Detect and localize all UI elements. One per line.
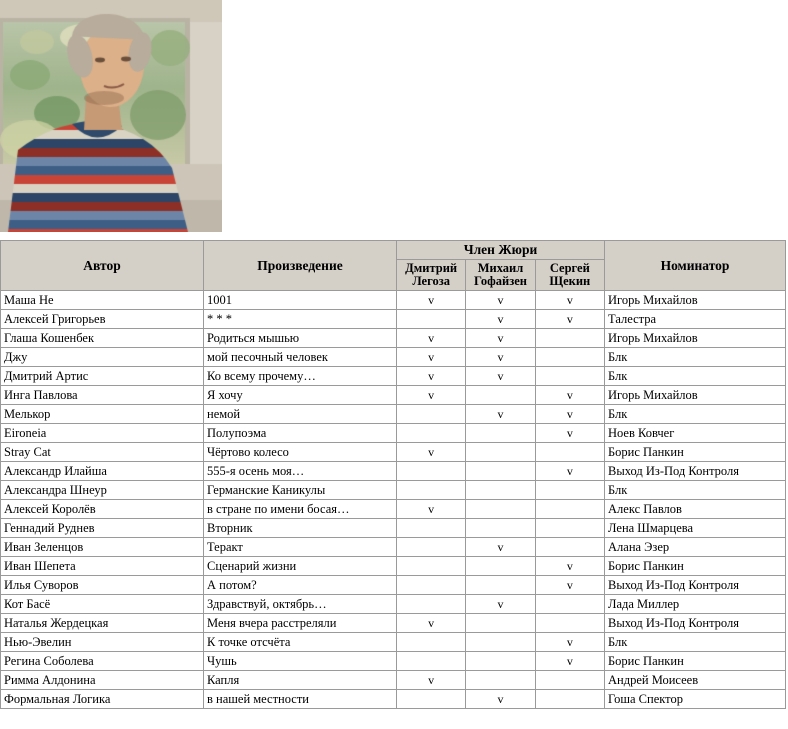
cell-vote-2 xyxy=(466,462,535,481)
cell-work: 555-я осень моя… xyxy=(204,462,397,481)
vote-mark: v xyxy=(428,501,435,516)
table-header xyxy=(1,241,786,291)
cell-author: Eironeia xyxy=(1,424,204,443)
cell-author: Мелькор xyxy=(1,405,204,424)
cell-author: Глаша Кошенбек xyxy=(1,329,204,348)
cell-author: Илья Суворов xyxy=(1,576,204,595)
vote-mark: v xyxy=(497,596,504,611)
cell-nominator: Борис Панкин xyxy=(605,443,786,462)
cell-nominator: Алекс Павлов xyxy=(605,500,786,519)
vote-mark: v xyxy=(566,463,573,478)
cell-nominator: Лена Шмарцева xyxy=(605,519,786,538)
column-header-work: Произведение xyxy=(204,241,397,291)
cell-vote-2 xyxy=(466,557,535,576)
cell-vote-3 xyxy=(535,557,604,576)
cell-vote-3 xyxy=(535,310,604,329)
cell-vote-1 xyxy=(397,500,466,519)
cell-vote-1 xyxy=(397,576,466,595)
cell-vote-2 xyxy=(466,519,535,538)
cell-vote-1 xyxy=(397,348,466,367)
table-row xyxy=(1,405,786,424)
vote-mark: v xyxy=(497,349,504,364)
table-row xyxy=(1,614,786,633)
cell-vote-1 xyxy=(397,633,466,652)
cell-vote-3 xyxy=(535,329,604,348)
vote-mark: v xyxy=(428,368,435,383)
table-row xyxy=(1,386,786,405)
cell-vote-2 xyxy=(466,633,535,652)
cell-vote-2 xyxy=(466,443,535,462)
table-row xyxy=(1,348,786,367)
cell-work: Сценарий жизни xyxy=(204,557,397,576)
vote-mark: v xyxy=(428,387,435,402)
vote-mark: v xyxy=(497,368,504,383)
cell-author: Маша Не xyxy=(1,291,204,310)
cell-nominator: Блк xyxy=(605,633,786,652)
column-header-jury-group: Член Жюри xyxy=(397,241,605,260)
header-row-top xyxy=(1,241,786,260)
cell-vote-2 xyxy=(466,367,535,386)
cell-work: в нашей местности xyxy=(204,690,397,709)
cell-nominator: Блк xyxy=(605,405,786,424)
table-row xyxy=(1,367,786,386)
column-header-nominator: Номинатор xyxy=(605,241,786,291)
cell-work: мой песочный человек xyxy=(204,348,397,367)
cell-vote-1 xyxy=(397,291,466,310)
vote-mark: v xyxy=(497,406,504,421)
cell-vote-3 xyxy=(535,652,604,671)
vote-mark: v xyxy=(497,539,504,554)
cell-vote-3 xyxy=(535,595,604,614)
cell-vote-2 xyxy=(466,652,535,671)
cell-work: * * * xyxy=(204,310,397,329)
cell-author: Stray Cat xyxy=(1,443,204,462)
cell-author: Римма Алдонина xyxy=(1,671,204,690)
cell-work: 1001 xyxy=(204,291,397,310)
cell-vote-1 xyxy=(397,424,466,443)
cell-vote-1 xyxy=(397,481,466,500)
vote-mark: v xyxy=(566,558,573,573)
cell-author: Александра Шнеур xyxy=(1,481,204,500)
cell-vote-1 xyxy=(397,538,466,557)
cell-nominator: Игорь Михайлов xyxy=(605,386,786,405)
table-row xyxy=(1,690,786,709)
cell-vote-1 xyxy=(397,690,466,709)
vote-mark: v xyxy=(428,349,435,364)
cell-vote-3 xyxy=(535,500,604,519)
table-row xyxy=(1,538,786,557)
vote-mark: v xyxy=(497,691,504,706)
cell-work: Ко всему прочему… xyxy=(204,367,397,386)
cell-nominator: Алана Эзер xyxy=(605,538,786,557)
column-header-jury-3: Сергей Щекин xyxy=(535,260,604,291)
cell-vote-2 xyxy=(466,329,535,348)
cell-vote-3 xyxy=(535,633,604,652)
vote-mark: v xyxy=(428,615,435,630)
table-row xyxy=(1,443,786,462)
cell-work: немой xyxy=(204,405,397,424)
column-header-jury-2: Михаил Гофайзен xyxy=(466,260,535,291)
cell-vote-1 xyxy=(397,519,466,538)
cell-nominator: Лада Миллер xyxy=(605,595,786,614)
cell-work: Здравствуй, октябрь… xyxy=(204,595,397,614)
cell-nominator: Борис Панкин xyxy=(605,557,786,576)
cell-author: Алексей Григорьев xyxy=(1,310,204,329)
table-row xyxy=(1,671,786,690)
table-row xyxy=(1,481,786,500)
vote-mark: v xyxy=(428,292,435,307)
cell-author: Иван Зеленцов xyxy=(1,538,204,557)
cell-vote-3 xyxy=(535,481,604,500)
cell-nominator: Выход Из-Под Контроля xyxy=(605,576,786,595)
cell-vote-2 xyxy=(466,424,535,443)
column-header-jury-1: Дмитрий Легоза xyxy=(397,260,466,291)
vote-mark: v xyxy=(497,330,504,345)
table-row xyxy=(1,519,786,538)
vote-mark: v xyxy=(566,653,573,668)
table-row xyxy=(1,462,786,481)
cell-vote-2 xyxy=(466,348,535,367)
cell-author: Геннадий Руднев xyxy=(1,519,204,538)
vote-mark: v xyxy=(566,311,573,326)
vote-mark: v xyxy=(428,330,435,345)
cell-vote-2 xyxy=(466,576,535,595)
cell-author: Дмитрий Артис xyxy=(1,367,204,386)
cell-nominator: Гоша Спектор xyxy=(605,690,786,709)
cell-work: К точке отсчёта xyxy=(204,633,397,652)
table-row xyxy=(1,500,786,519)
vote-mark: v xyxy=(428,672,435,687)
cell-vote-3 xyxy=(535,386,604,405)
cell-work: в стране по имени босая… xyxy=(204,500,397,519)
cell-vote-2 xyxy=(466,690,535,709)
cell-vote-2 xyxy=(466,291,535,310)
cell-vote-2 xyxy=(466,481,535,500)
cell-author: Наталья Жердецкая xyxy=(1,614,204,633)
cell-work: Чушь xyxy=(204,652,397,671)
cell-author: Регина Соболева xyxy=(1,652,204,671)
cell-vote-2 xyxy=(466,405,535,424)
table-row xyxy=(1,329,786,348)
cell-vote-1 xyxy=(397,671,466,690)
cell-vote-2 xyxy=(466,671,535,690)
cell-author: Кот Басё xyxy=(1,595,204,614)
table-row xyxy=(1,576,786,595)
cell-vote-1 xyxy=(397,405,466,424)
table-row xyxy=(1,310,786,329)
cell-vote-1 xyxy=(397,557,466,576)
cell-vote-3 xyxy=(535,576,604,595)
cell-vote-1 xyxy=(397,462,466,481)
cell-vote-2 xyxy=(466,614,535,633)
vote-mark: v xyxy=(566,292,573,307)
cell-vote-2 xyxy=(466,538,535,557)
cell-vote-3 xyxy=(535,519,604,538)
cell-vote-2 xyxy=(466,500,535,519)
vote-mark: v xyxy=(566,406,573,421)
cell-work: Полупоэма xyxy=(204,424,397,443)
cell-work: Меня вчера расстреляли xyxy=(204,614,397,633)
cell-vote-3 xyxy=(535,348,604,367)
cell-author: Инга Павлова xyxy=(1,386,204,405)
cell-author: Иван Шепета xyxy=(1,557,204,576)
cell-author: Джу xyxy=(1,348,204,367)
cell-vote-3 xyxy=(535,424,604,443)
cell-nominator: Андрей Моисеев xyxy=(605,671,786,690)
cell-vote-3 xyxy=(535,690,604,709)
cell-vote-1 xyxy=(397,443,466,462)
results-table xyxy=(0,240,786,709)
cell-vote-3 xyxy=(535,614,604,633)
cell-vote-3 xyxy=(535,671,604,690)
cell-nominator: Игорь Михайлов xyxy=(605,329,786,348)
cell-nominator: Выход Из-Под Контроля xyxy=(605,614,786,633)
cell-vote-1 xyxy=(397,386,466,405)
cell-vote-1 xyxy=(397,595,466,614)
table-body xyxy=(1,291,786,709)
portrait-photo xyxy=(0,0,222,232)
table-row xyxy=(1,633,786,652)
cell-vote-2 xyxy=(466,386,535,405)
cell-work: Вторник xyxy=(204,519,397,538)
cell-nominator: Борис Панкин xyxy=(605,652,786,671)
vote-mark: v xyxy=(428,444,435,459)
cell-vote-3 xyxy=(535,291,604,310)
vote-mark: v xyxy=(497,311,504,326)
cell-vote-3 xyxy=(535,443,604,462)
table-row xyxy=(1,424,786,443)
cell-work: А потом? xyxy=(204,576,397,595)
cell-work: Германские Каникулы xyxy=(204,481,397,500)
cell-nominator: Блк xyxy=(605,367,786,386)
portrait-photo-canvas xyxy=(0,0,222,232)
table-row xyxy=(1,557,786,576)
column-header-author: Автор xyxy=(1,241,204,291)
cell-nominator: Игорь Михайлов xyxy=(605,291,786,310)
cell-work: Я хочу xyxy=(204,386,397,405)
table-row xyxy=(1,595,786,614)
vote-mark: v xyxy=(497,292,504,307)
cell-nominator: Блк xyxy=(605,348,786,367)
vote-mark: v xyxy=(566,577,573,592)
cell-vote-2 xyxy=(466,595,535,614)
cell-vote-3 xyxy=(535,462,604,481)
cell-vote-1 xyxy=(397,329,466,348)
cell-vote-3 xyxy=(535,367,604,386)
cell-vote-2 xyxy=(466,310,535,329)
cell-nominator: Талестра xyxy=(605,310,786,329)
cell-work: Капля xyxy=(204,671,397,690)
vote-mark: v xyxy=(566,634,573,649)
cell-vote-3 xyxy=(535,405,604,424)
table-row xyxy=(1,291,786,310)
cell-author: Формальная Логика xyxy=(1,690,204,709)
cell-vote-1 xyxy=(397,652,466,671)
cell-vote-1 xyxy=(397,310,466,329)
cell-vote-3 xyxy=(535,538,604,557)
cell-vote-1 xyxy=(397,614,466,633)
cell-vote-1 xyxy=(397,367,466,386)
cell-work: Родиться мышью xyxy=(204,329,397,348)
vote-mark: v xyxy=(566,387,573,402)
cell-nominator: Блк xyxy=(605,481,786,500)
cell-work: Теракт xyxy=(204,538,397,557)
cell-author: Нью-Эвелин xyxy=(1,633,204,652)
cell-nominator: Выход Из-Под Контроля xyxy=(605,462,786,481)
cell-nominator: Ноев Ковчег xyxy=(605,424,786,443)
table-row xyxy=(1,652,786,671)
vote-mark: v xyxy=(566,425,573,440)
cell-author: Александр Илайша xyxy=(1,462,204,481)
cell-work: Чёртово колесо xyxy=(204,443,397,462)
cell-author: Алексей Королёв xyxy=(1,500,204,519)
